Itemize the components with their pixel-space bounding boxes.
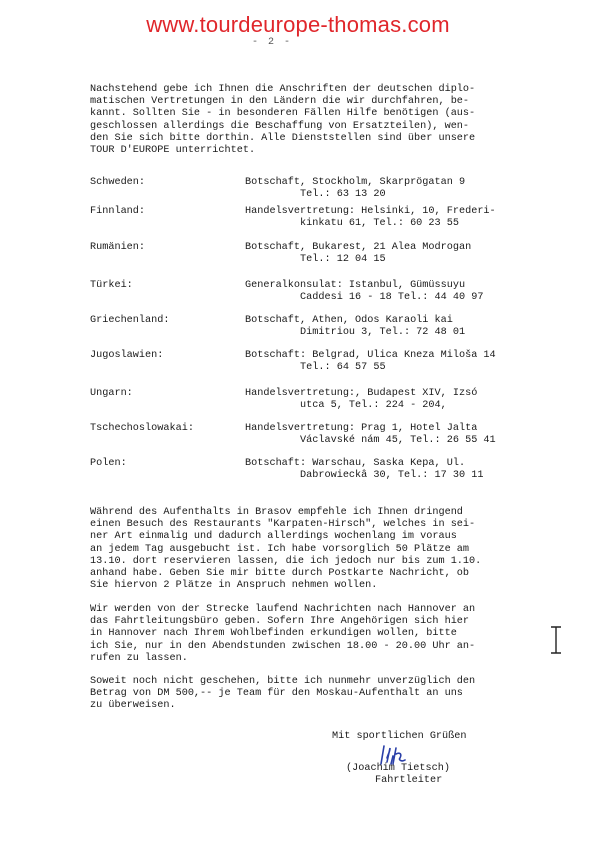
address-line: Handelsvertretung:, Budapest XIV, Izsó [245,388,478,399]
margin-bracket-mark [549,625,563,655]
text-line: in Hannover nach Ihrem Wohlbefinden erkundigen wollen, bitte [90,628,457,640]
address-line: Tel.: 63 13 20 [245,189,386,201]
embassy-address [245,206,496,230]
address-line: Tel.: 12 04 15 [245,254,386,266]
signer-name: (Joachim Tietsch) [346,763,450,774]
address-line: Generalkonsulat: Istanbul, Gümüssuyu [245,280,466,291]
text-line: ner Art einmalig und dadurch allerdings wochenlang im voraus [90,531,457,543]
embassy-row-polen [90,458,570,484]
text-line: an jedem Tag ausgebucht ist. Ich habe vorsorglich 50 Plätze am [90,543,470,555]
embassy-row-jugoslawien [90,350,570,376]
country-label: Schweden: [90,177,146,188]
address-line: utca 5, Tel.: 224 - 204, [245,400,447,412]
address-line: Botschaft: Warschau, Saska Kepa, Ul. [245,458,466,469]
closing-salutation: Mit sportlichen Grüßen [332,731,467,742]
embassy-row-rumaenien [90,242,570,268]
text-line: geschlossen allerdings die Beschaffung von Ersatzteilen), wen- [90,120,470,132]
address-line: Dimitriou 3, Tel.: 72 48 01 [245,327,466,339]
embassy-address [245,315,465,339]
address-line: Handelsvertretung: Helsinki, 10, Frederi- [245,206,496,217]
country-label: Griechenland: [90,315,170,326]
text-line: Soweit noch nicht geschehen, bitte ich nunmehr unverzüglich den [90,676,476,687]
address-line: Dabrowieckâ 30, Tel.: 17 30 11 [245,470,484,482]
text-line: 13.10. dort reservieren lassen, die ich jedoch nur bis zum 1.10. [90,555,482,567]
text-line: Nachstehend gebe ich Ihnen die Anschriften der deutschen diplo- [90,84,476,95]
embassy-row-finnland [90,206,570,232]
country-label: Türkei: [90,280,133,291]
intro-paragraph [90,84,560,157]
embassy-row-tschechoslowakai [90,423,570,449]
address-line: Botschaft: Belgrad, Ulica Kneza Miloša 14 [245,350,496,361]
text-line: Wir werden von der Strecke laufend Nachrichten nach Hannover an [90,604,476,615]
address-line: Tel.: 64 57 55 [245,362,386,374]
text-line: kannt. Sollten Sie - in besonderen Fällen Hilfe benötigen (aus- [90,108,476,120]
text-line: den Sie sich bitte dorthin. Alle Dienststellen sind über unsere [90,132,476,144]
country-label: Polen: [90,458,127,469]
country-label: Tschechoslowakai: [90,423,194,434]
brasov-paragraph [90,507,560,592]
text-line: Während des Aufenthalts in Brasov empfehle ich Ihnen dringend [90,507,463,518]
embassy-address [245,350,496,374]
signer-title: Fahrtleiter [375,775,443,786]
embassy-address [245,177,465,201]
address-line: Botschaft, Bukarest, 21 Alea Modrogan [245,242,472,253]
embassy-row-griechenland [90,315,570,341]
address-line: Botschaft, Athen, Odos Karaoli kai [245,315,453,326]
address-line: Caddesi 16 - 18 Tel.: 44 40 97 [245,292,484,304]
text-line: anhand habe. Geben Sie mir bitte durch Postkarte Nachricht, ob [90,568,470,580]
payment-paragraph [90,676,560,713]
address-line: Václavské nám 45, Tel.: 26 55 41 [245,435,496,447]
embassy-address [245,458,483,482]
country-label: Jugoslawien: [90,350,164,361]
address-line: kinkatu 61, Tel.: 60 23 55 [245,218,459,230]
text-line: matischen Vertretungen in den Ländern die wir durchfahren, be- [90,96,470,108]
text-line: TOUR D'EUROPE unterrichtet. [90,145,256,157]
embassy-address [245,388,477,412]
text-line: einen Besuch des Restaurants "Karpaten-Hirsch", welches in sei- [90,519,476,531]
text-line: Betrag von DM 500,-- je Team für den Moskau-Aufenthalt an uns [90,688,463,700]
embassy-address [245,280,483,304]
text-line: zu überweisen. [90,700,176,712]
embassy-row-schweden [90,177,570,203]
address-line: Botschaft, Stockholm, Skarprögatan 9 [245,177,466,188]
country-label: Ungarn: [90,388,133,399]
embassy-address [245,242,471,266]
embassy-row-tuerkei [90,280,570,306]
text-line: rufen zu lassen. [90,652,188,664]
country-label: Finnland: [90,206,146,217]
embassy-address [245,423,496,447]
country-label: Rumänien: [90,242,146,253]
embassy-row-ungarn [90,388,570,414]
text-line: das Fahrtleitungsbüro geben. Sofern Ihre Angehörigen sich hier [90,616,470,628]
address-line: Handelsvertretung: Prag 1, Hotel Jalta [245,423,478,434]
watermark-url: www.tourdeurope-thomas.com [146,12,450,37]
hannover-paragraph [90,604,560,665]
text-line: Sie hiervon 2 Plätze in Anspruch nehmen wollen. [90,580,378,592]
page-number: - 2 - [252,37,293,48]
text-line: ich Sie, nur in den Abendstunden zwischen 18.00 - 20.00 Uhr an- [90,640,476,652]
